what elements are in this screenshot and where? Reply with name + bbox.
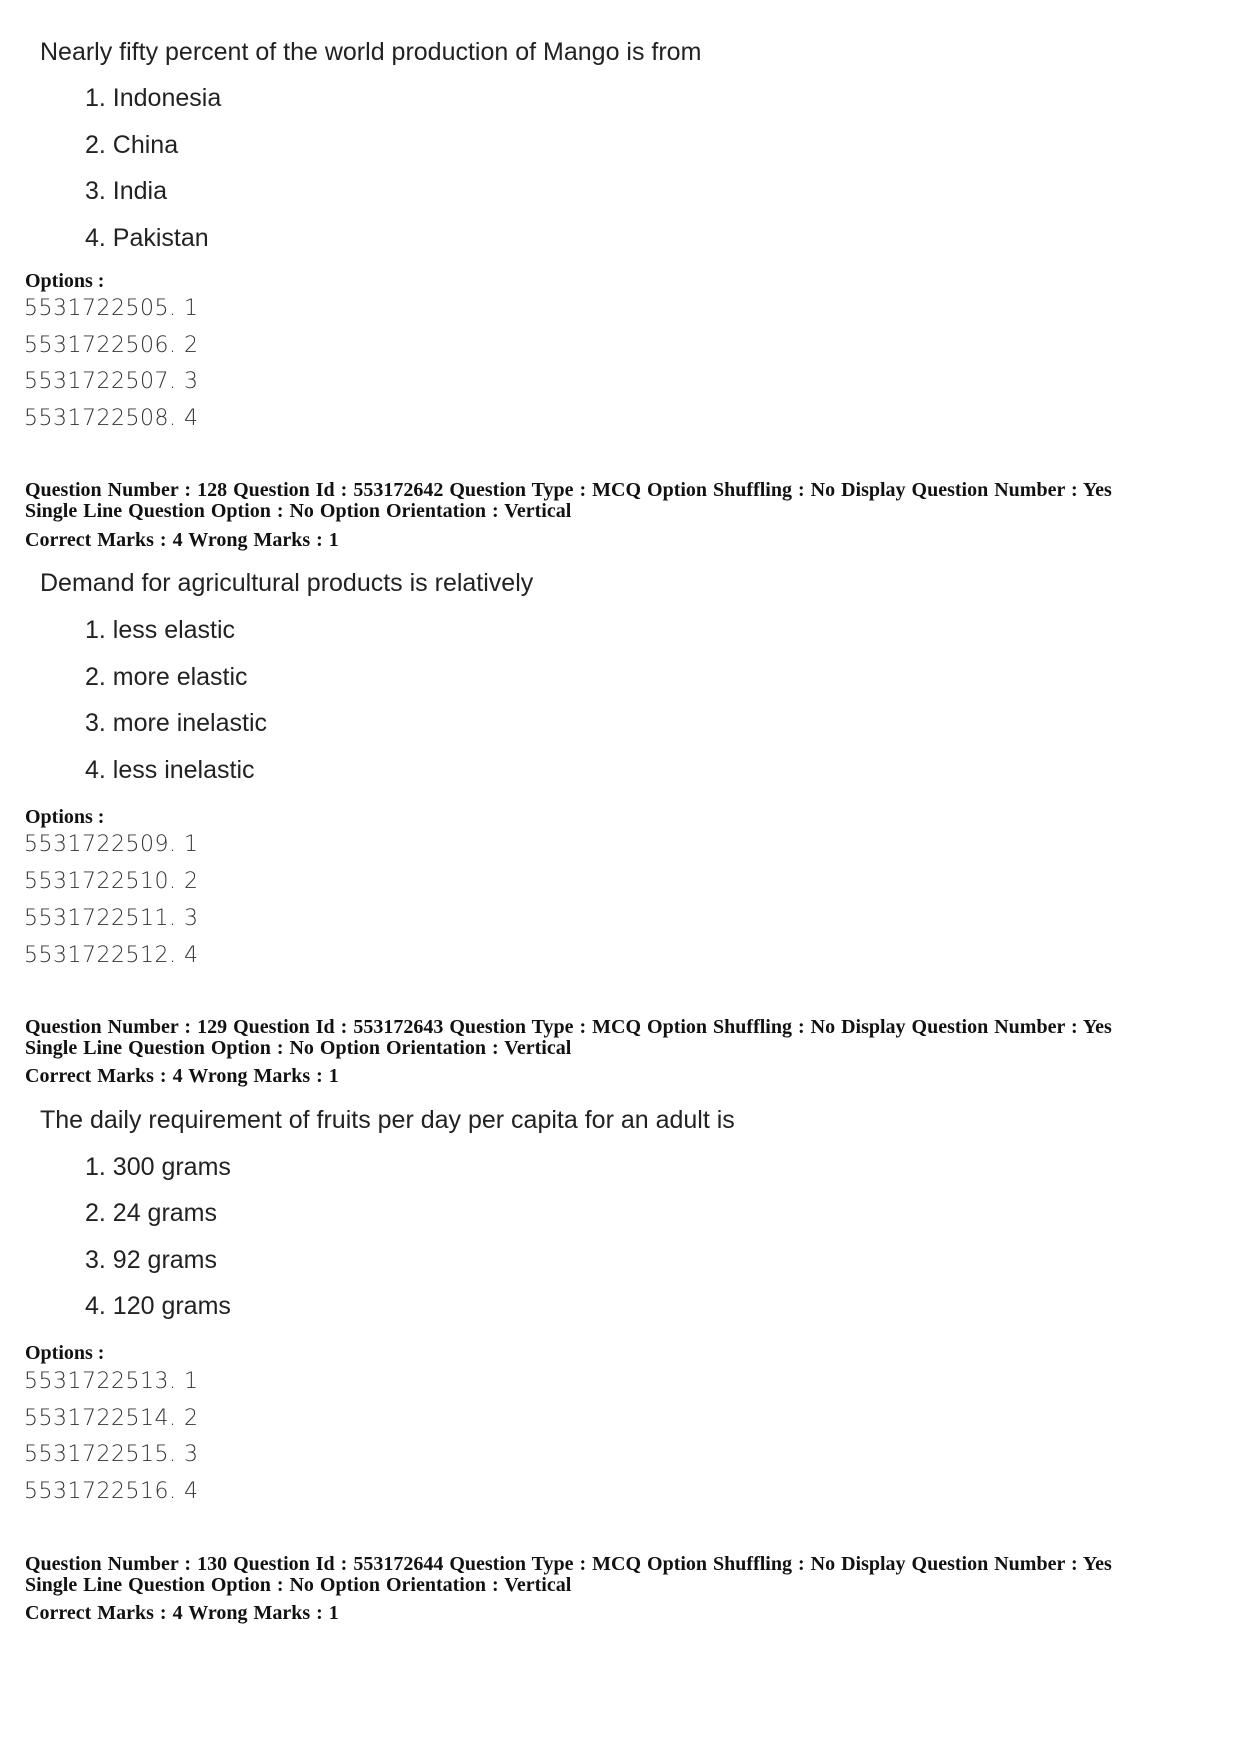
option-id-row: 5531722508. 4 [24,406,199,431]
option-id-row: 5531722512. 4 [24,943,199,968]
option-id-row: 5531722507. 3 [24,369,199,394]
option-id-row: 5531722510. 2 [24,869,199,894]
option-id-row: 5531722515. 3 [24,1442,199,1467]
option-id-row: 5531722514. 2 [24,1406,199,1431]
answer-choice: 4. 120 grams [85,1292,231,1320]
question-meta-line: Question Number : 129 Question Id : 553172643 Question Type : MCQ Option Shuffling : No Display Question Number : Yes [25,1016,1112,1038]
answer-choice: 4. Pakistan [85,224,209,252]
answer-choice: 3. more inelastic [85,709,268,737]
question-marks: Correct Marks : 4 Wrong Marks : 1 [25,1602,339,1624]
question-meta-line: Question Number : 128 Question Id : 553172642 Question Type : MCQ Option Shuffling : No Display Question Number : Yes [25,479,1112,501]
answer-choice: 1. less elastic [85,616,236,644]
options-heading: Options : [25,270,105,292]
question-meta-line: Single Line Question Option : No Option Orientation : Vertical [25,1037,572,1059]
question-text: Nearly fifty percent of the world production of Mango is from [40,38,702,66]
question-meta-line: Single Line Question Option : No Option Orientation : Vertical [25,500,572,522]
answer-choice: 1. 300 grams [85,1153,231,1181]
question-meta-line: Single Line Question Option : No Option Orientation : Vertical [25,1574,572,1596]
answer-choice: 2. 24 grams [85,1199,218,1227]
option-id-row: 5531722506. 2 [24,333,199,358]
option-id-row: 5531722511. 3 [24,906,199,931]
answer-choice: 3. 92 grams [85,1246,218,1274]
option-id-row: 5531722513. 1 [24,1369,199,1394]
answer-choice: 1. Indonesia [85,84,222,112]
answer-choice: 2. more elastic [85,663,248,691]
question-marks: Correct Marks : 4 Wrong Marks : 1 [25,529,339,551]
question-marks: Correct Marks : 4 Wrong Marks : 1 [25,1065,339,1087]
answer-choice: 3. India [85,177,168,205]
option-id-row: 5531722509. 1 [24,832,199,857]
answer-choice: 2. China [85,131,179,159]
question-meta-line: Question Number : 130 Question Id : 553172644 Question Type : MCQ Option Shuffling : No Display Question Number : Yes [25,1553,1112,1575]
question-text: The daily requirement of fruits per day per capita for an adult is [40,1106,735,1134]
options-heading: Options : [25,806,105,828]
question-text: Demand for agricultural products is relatively [40,569,534,597]
option-id-row: 5531722516. 4 [24,1479,199,1504]
options-heading: Options : [25,1342,105,1364]
option-id-row: 5531722505. 1 [24,296,199,321]
answer-choice: 4. less inelastic [85,756,255,784]
